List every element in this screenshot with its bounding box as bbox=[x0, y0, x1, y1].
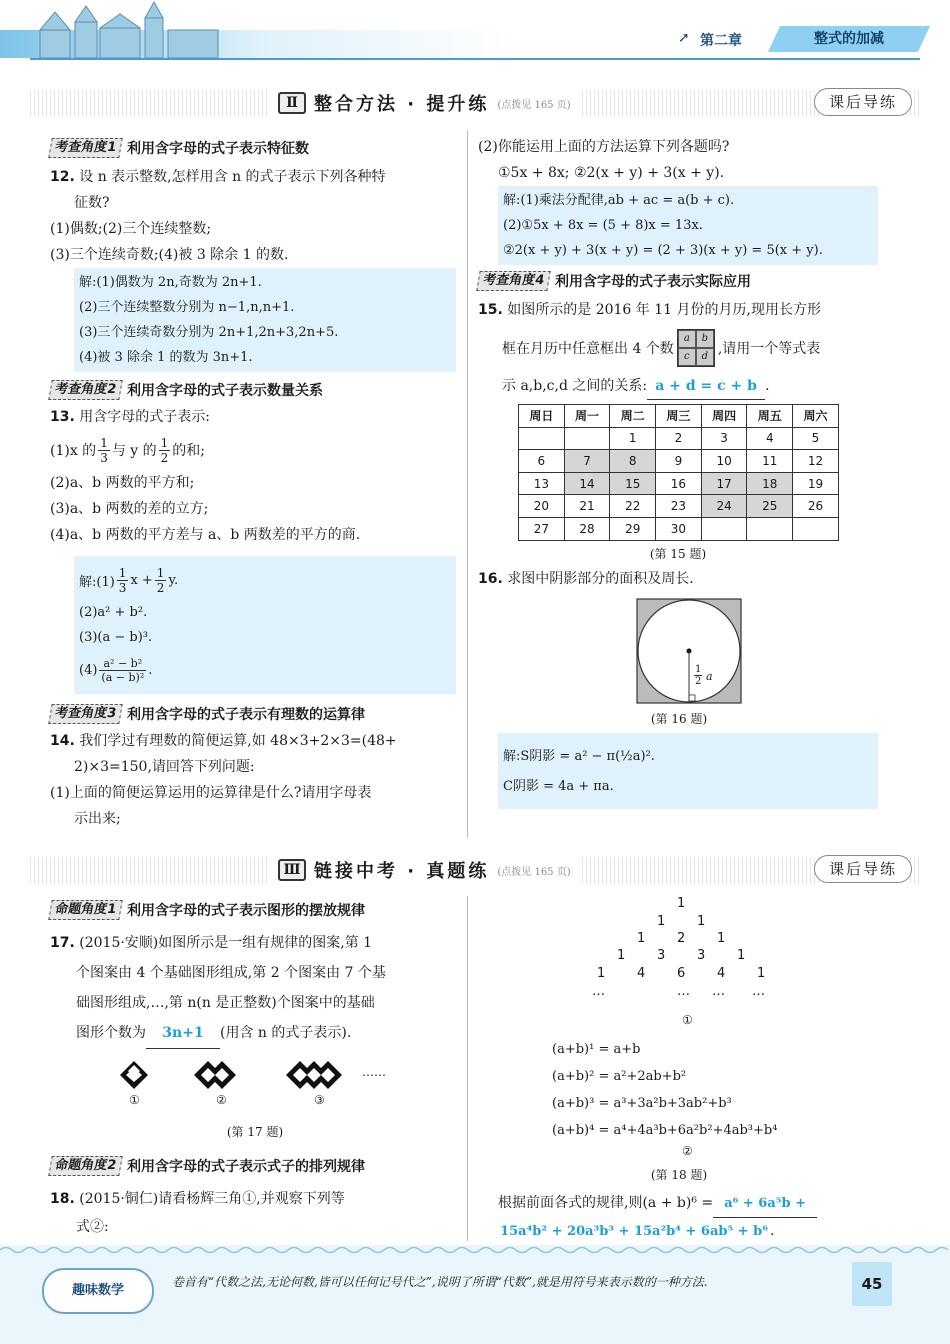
caption-16: (第 16 题) bbox=[650, 711, 708, 726]
q12-answer-line: 解:(1)偶数为 2n,奇数为 2n+1. bbox=[79, 275, 262, 290]
q15-number: 15. bbox=[478, 302, 503, 318]
answer-text: y. bbox=[168, 572, 179, 588]
calendar-table bbox=[518, 404, 839, 541]
calendar-cell: 20 bbox=[519, 495, 565, 518]
footer-text: 卷首有“代数之法,无论何数,皆可以任何记号代之”,说明了所谓“代数”,就是用符号来表示数的一种方法. bbox=[172, 1275, 708, 1289]
bangle-1-tag: 命题角度1 bbox=[48, 900, 123, 920]
calendar-cell bbox=[564, 427, 610, 450]
q13-text: (1)x 的 bbox=[50, 443, 97, 459]
radius-label: a bbox=[706, 669, 713, 683]
q15-line1: 如图所示的是 2016 年 11 月份的月历,现用长方形 bbox=[507, 302, 821, 318]
q12-line3: (1)偶数;(2)三个连续整数; bbox=[50, 221, 212, 237]
calendar-row bbox=[519, 472, 839, 495]
section-2-guide: 课后导练 bbox=[814, 88, 912, 116]
q18-number: 18. bbox=[50, 1191, 75, 1207]
tri-number: 1 bbox=[657, 914, 666, 929]
angle-3-tag: 考查角度3 bbox=[48, 704, 123, 724]
q17-number: 17. bbox=[50, 935, 75, 951]
calendar-cell: 2 bbox=[656, 427, 702, 450]
calendar-cell: 30 bbox=[656, 517, 702, 540]
q14-answer-line: 解:(1)乘法分配律,ab + ac = a(b + c). bbox=[503, 193, 735, 208]
q18-line3: 根据前面各式的规律,则(a + b)⁶ = bbox=[498, 1195, 714, 1211]
section-3-bar bbox=[30, 857, 920, 883]
angle-4-tag: 考查角度4 bbox=[476, 271, 551, 291]
equation: (a+b)² = a²+2ab+b² bbox=[552, 1069, 687, 1084]
box-cell: a bbox=[678, 330, 696, 348]
angle-1-tag: 考查角度1 bbox=[48, 138, 123, 158]
q13-line5: (4)a、b 两数的平方差与 a、b 两数差的平方的商. bbox=[50, 527, 361, 543]
calendar-cell: 19 bbox=[793, 472, 839, 495]
q18-answer-blank1: a⁶ + 6a⁵b + bbox=[713, 1191, 817, 1218]
bangle-1 bbox=[50, 900, 460, 920]
calendar-cell bbox=[793, 517, 839, 540]
tri-number: 1 bbox=[717, 931, 726, 946]
fig17-label: ② bbox=[216, 1093, 227, 1107]
page-number: 45 bbox=[852, 1262, 892, 1306]
q14-line4: 示出来; bbox=[74, 811, 121, 827]
fraction-den: 2 bbox=[160, 450, 169, 465]
tri-dots: … bbox=[677, 984, 690, 999]
chapter-label: 第二章 bbox=[700, 33, 742, 49]
fraction-den: 3 bbox=[118, 580, 127, 595]
eq-caption: ② bbox=[682, 1144, 693, 1158]
box-cell: c bbox=[678, 348, 696, 366]
q13-text: 的和; bbox=[172, 443, 205, 459]
calendar-cell-shaded: 14 bbox=[564, 472, 610, 495]
q13-number: 13. bbox=[50, 409, 75, 425]
q13-line3: (2)a、b 两数的平方和; bbox=[50, 475, 195, 491]
header-rule bbox=[30, 58, 920, 60]
q18-line2: 式②: bbox=[76, 1219, 109, 1235]
tri-caption: ① bbox=[682, 1013, 693, 1027]
q17 bbox=[50, 928, 460, 1049]
tri-number: 6 bbox=[677, 966, 686, 981]
q18-answer-blank2: 15a⁴b² + 20a³b³ + 15a²b⁴ + 6ab⁵ + b⁶ bbox=[498, 1219, 770, 1246]
q14-line3: (1)上面的简便运算运用的运算律是什么?请用字母表 bbox=[50, 785, 372, 801]
answer-text: x + bbox=[130, 572, 153, 588]
fraction-num: 1 bbox=[156, 565, 165, 580]
tri-number: 1 bbox=[737, 948, 746, 963]
bottom-left bbox=[50, 900, 460, 1240]
fig17-label: ③ bbox=[314, 1093, 325, 1107]
q15-text: ,请用一个等式表 bbox=[717, 341, 821, 357]
calendar-row bbox=[519, 450, 839, 473]
angle-4 bbox=[478, 271, 880, 291]
fraction-den: 2 bbox=[695, 675, 702, 687]
caption-17: (第 17 题) bbox=[226, 1125, 284, 1139]
calendar-cell: 28 bbox=[564, 517, 610, 540]
chapter-tag bbox=[678, 26, 924, 52]
q18 bbox=[50, 1184, 460, 1240]
tri-number: 2 bbox=[677, 931, 686, 946]
q14-line2: 2)×3=150,请回答下列问题: bbox=[74, 759, 255, 775]
q16-answer bbox=[498, 733, 878, 809]
q14-answer-line: (2)①5x + 8x = (5 + 8)x = 13x. bbox=[503, 218, 703, 233]
arrow-icon: ➚ bbox=[678, 30, 690, 46]
calendar-head: 周二 bbox=[610, 405, 656, 428]
bangle-1-title: 利用含字母的式子表示图形的摆放规律 bbox=[127, 903, 366, 919]
fraction-num: 1 bbox=[160, 435, 169, 450]
fraction-num: 1 bbox=[118, 565, 127, 580]
fraction-den: 2 bbox=[156, 580, 165, 595]
calendar-cell-shaded: 18 bbox=[747, 472, 793, 495]
angle-2-title: 利用含字母的式子表示数量关系 bbox=[127, 383, 324, 399]
calendar-cell: 23 bbox=[656, 495, 702, 518]
fig17-more: …… bbox=[362, 1065, 386, 1079]
chapter-title: 整式的加减 bbox=[814, 31, 884, 47]
bangle-2 bbox=[50, 1156, 460, 1176]
shaded-square-circle-icon bbox=[636, 598, 742, 704]
calendar-cell: 27 bbox=[519, 517, 565, 540]
q13 bbox=[50, 404, 456, 548]
q15-line2 bbox=[478, 323, 880, 373]
q14-line1: 我们学过有理数的简便运算,如 48×3+2×3=(48+ bbox=[79, 733, 397, 749]
q12-line4: (3)三个连续奇数;(4)被 3 除余 1 的数. bbox=[50, 247, 289, 263]
q14-part2: (2)你能运用上面的方法运算下列各题吗? bbox=[478, 139, 730, 155]
fraction-num: 1 bbox=[100, 435, 108, 450]
abcd-box bbox=[677, 329, 715, 367]
calendar-cell: 6 bbox=[519, 450, 565, 473]
fraction bbox=[155, 566, 167, 595]
q15-answer-blank: a + d = c + b bbox=[647, 373, 765, 400]
calendar-cell-shaded: 15 bbox=[610, 472, 656, 495]
q13-line4: (3)a、b 两数的差的立方; bbox=[50, 501, 209, 517]
q15-end: . bbox=[765, 378, 770, 394]
section-2-roman: Ⅱ bbox=[278, 92, 306, 114]
q14-answer bbox=[498, 186, 878, 265]
q13-line2 bbox=[50, 430, 456, 470]
q12-answer bbox=[74, 268, 456, 372]
angle-1 bbox=[50, 138, 456, 158]
q17-line3: 础图形组成,…,第 n(n 是正整数)个图案中的基础 bbox=[76, 995, 375, 1011]
calendar-row bbox=[519, 517, 839, 540]
bangle-2-title: 利用含字母的式子表示式子的排列规律 bbox=[127, 1159, 366, 1175]
diamond-pattern-icon bbox=[110, 1055, 470, 1095]
calendar-cell: 13 bbox=[519, 472, 565, 495]
calendar-head: 周三 bbox=[656, 405, 702, 428]
angle-1-title: 利用含字母的式子表示特征数 bbox=[127, 141, 310, 157]
tri-dots: … bbox=[592, 984, 605, 999]
tri-number: 3 bbox=[697, 948, 706, 963]
fraction-num: 1 bbox=[695, 663, 702, 675]
tri-number: 4 bbox=[717, 966, 726, 981]
answer-text: . bbox=[148, 662, 153, 678]
q12-line1: 设 n 表示整数,怎样用含 n 的式子表示下列各种特 bbox=[79, 169, 386, 185]
tri-dots: … bbox=[752, 984, 765, 999]
fraction-den: 3 bbox=[100, 450, 108, 465]
calendar-cell-shaded: 8 bbox=[610, 450, 656, 473]
q13-answer-line3: (3)(a − b)³. bbox=[79, 630, 153, 645]
q13-line1: 用含字母的式子表示: bbox=[79, 409, 210, 425]
caption-15: (第 15 题) bbox=[649, 546, 707, 561]
calendar-cell-shaded: 24 bbox=[701, 495, 747, 518]
fraction bbox=[98, 436, 110, 465]
tri-dots: … bbox=[712, 984, 725, 999]
calendar-cell: 5 bbox=[793, 427, 839, 450]
chapter-title-box bbox=[768, 26, 930, 52]
section-2-title: 整合方法 · 提升练 bbox=[314, 94, 490, 115]
angle-3 bbox=[50, 704, 456, 724]
q18-end: . bbox=[770, 1223, 775, 1239]
section-3-title: 链接中考 · 真题练 bbox=[314, 861, 490, 882]
fraction-den: (a − b)² bbox=[101, 670, 145, 684]
section-3-guide: 课后导练 bbox=[814, 855, 912, 883]
q12-line2: 征数? bbox=[74, 195, 110, 211]
section-2-bar bbox=[30, 90, 920, 116]
tri-number: 1 bbox=[597, 966, 606, 981]
tri-number: 4 bbox=[637, 966, 646, 981]
tri-number: 3 bbox=[657, 948, 666, 963]
fraction bbox=[159, 436, 171, 465]
tri-number: 1 bbox=[677, 896, 686, 911]
section-3-roman: Ⅲ bbox=[278, 859, 306, 881]
right-column bbox=[478, 134, 880, 809]
q13-answer bbox=[74, 556, 456, 694]
angle-2-tag: 考查角度2 bbox=[48, 380, 123, 400]
calendar-head: 周日 bbox=[519, 405, 565, 428]
q14-number: 14. bbox=[50, 733, 75, 749]
calendar-cell: 10 bbox=[701, 450, 747, 473]
q13-answer-line1 bbox=[74, 560, 456, 600]
q14 bbox=[50, 728, 456, 832]
calendar-cell: 1 bbox=[610, 427, 656, 450]
q14-part2-items: ①5x + 8x; ②2(x + y) + 3(x + y). bbox=[498, 165, 725, 181]
angle-3-title: 利用含字母的式子表示有理数的运算律 bbox=[127, 707, 366, 723]
fraction bbox=[99, 657, 146, 684]
calendar-head: 周一 bbox=[564, 405, 610, 428]
q13-answer-line4 bbox=[74, 650, 456, 690]
calendar-cell-shaded: 7 bbox=[564, 450, 610, 473]
calendar-cell bbox=[701, 517, 747, 540]
calendar-cell: 16 bbox=[656, 472, 702, 495]
tri-number: 1 bbox=[617, 948, 626, 963]
q12-number: 12. bbox=[50, 169, 75, 185]
fraction-num: a² − b² bbox=[103, 656, 143, 670]
angle-4-title: 利用含字母的式子表示实际应用 bbox=[555, 274, 752, 290]
q13-answer-line2: (2)a² + b². bbox=[79, 605, 148, 620]
q17-figure bbox=[50, 1055, 460, 1111]
tri-number: 1 bbox=[697, 914, 706, 929]
tri-number: 1 bbox=[757, 966, 766, 981]
calendar-cell: 21 bbox=[564, 495, 610, 518]
calendar-cell: 12 bbox=[793, 450, 839, 473]
angle-2 bbox=[50, 380, 456, 400]
calendar-cell: 29 bbox=[610, 517, 656, 540]
wave-border-icon bbox=[0, 1245, 950, 1255]
caption-18: (第 18 题) bbox=[650, 1168, 708, 1182]
calendar-head: 周五 bbox=[747, 405, 793, 428]
q17-answer-blank: 3n+1 bbox=[146, 1018, 220, 1049]
calendar-cell: 9 bbox=[656, 450, 702, 473]
q17-line1: (2015·安顺)如图所示是一组有规律的图案,第 1 bbox=[79, 935, 373, 951]
calendar-cell bbox=[747, 517, 793, 540]
q18-answer-area bbox=[498, 1190, 882, 1246]
q16-number: 16. bbox=[478, 570, 503, 587]
fraction bbox=[694, 664, 702, 687]
yanghui-triangle bbox=[580, 896, 800, 1016]
calendar-head: 周四 bbox=[701, 405, 747, 428]
q16-answer-line2: C阴影 = 4a + πa. bbox=[503, 778, 614, 794]
q12-answer-line: (3)三个连续奇数分别为 2n+1,2n+3,2n+5. bbox=[79, 325, 339, 340]
calendar-cell: 3 bbox=[701, 427, 747, 450]
box-cell: d bbox=[696, 348, 714, 366]
calendar-header-row bbox=[519, 405, 839, 428]
left-column bbox=[50, 138, 456, 832]
column-divider bbox=[467, 130, 468, 838]
q15-text: 框在月历中任意框出 4 个数 bbox=[502, 341, 674, 357]
calendar-cell: 4 bbox=[747, 427, 793, 450]
q17-line4: 图形个数为 bbox=[76, 1025, 146, 1041]
answer-text: (4) bbox=[79, 662, 98, 678]
section-3-note: (点拨见 165 页) bbox=[497, 866, 571, 878]
box-cell: b bbox=[696, 330, 714, 348]
calendar-cell bbox=[519, 427, 565, 450]
q12-answer-line: (4)被 3 除余 1 的数为 3n+1. bbox=[79, 350, 253, 365]
calendar-cell: 11 bbox=[747, 450, 793, 473]
bangle-2-tag: 命题角度2 bbox=[48, 1156, 123, 1176]
fun-math-logo: 趣味数学 bbox=[42, 1268, 154, 1314]
binomial-equations bbox=[552, 1036, 882, 1144]
q16-figure bbox=[636, 598, 742, 704]
q13-text: 与 y 的 bbox=[111, 443, 157, 459]
calendar bbox=[518, 404, 880, 562]
equation: (a+b)⁴ = a⁴+4a³b+6a²b²+4ab³+b⁴ bbox=[552, 1123, 778, 1138]
q16-line1: 求图中阴影部分的面积及周长. bbox=[507, 570, 694, 587]
calendar-row bbox=[519, 495, 839, 518]
q12 bbox=[50, 164, 456, 268]
calendar-head: 周六 bbox=[793, 405, 839, 428]
q16-answer-line1: 解:S阴影 = a² − π(½a)². bbox=[503, 748, 655, 764]
q18-line1: (2015·铜仁)请看杨辉三角①,并观察下列等 bbox=[79, 1191, 345, 1207]
q14-answer-line: ②2(x + y) + 3(x + y) = (2 + 3)(x + y) = 5(x + y). bbox=[503, 243, 823, 258]
q12-answer-line: (2)三个连续整数分别为 n−1,n,n+1. bbox=[79, 300, 295, 315]
fraction bbox=[117, 566, 129, 595]
q15-line3: 示 a,b,c,d 之间的关系: bbox=[502, 378, 648, 394]
q17-line2: 个图案由 4 个基础图形组成,第 2 个图案由 7 个基 bbox=[76, 965, 386, 981]
calendar-cell-shaded: 25 bbox=[747, 495, 793, 518]
q17-line4-end: (用含 n 的式子表示). bbox=[220, 1025, 352, 1041]
fig17-label: ① bbox=[129, 1093, 140, 1107]
tri-number: 1 bbox=[637, 931, 646, 946]
calendar-row bbox=[519, 427, 839, 450]
calendar-cell: 26 bbox=[793, 495, 839, 518]
section-2-note: (点拨见 165 页) bbox=[497, 99, 571, 111]
calendar-cell-shaded: 17 bbox=[701, 472, 747, 495]
equation: (a+b)¹ = a+b bbox=[552, 1042, 641, 1057]
answer-text: 解:(1) bbox=[79, 574, 115, 590]
calendar-cell: 22 bbox=[610, 495, 656, 518]
equation: (a+b)³ = a³+3a²b+3ab²+b³ bbox=[552, 1096, 732, 1111]
